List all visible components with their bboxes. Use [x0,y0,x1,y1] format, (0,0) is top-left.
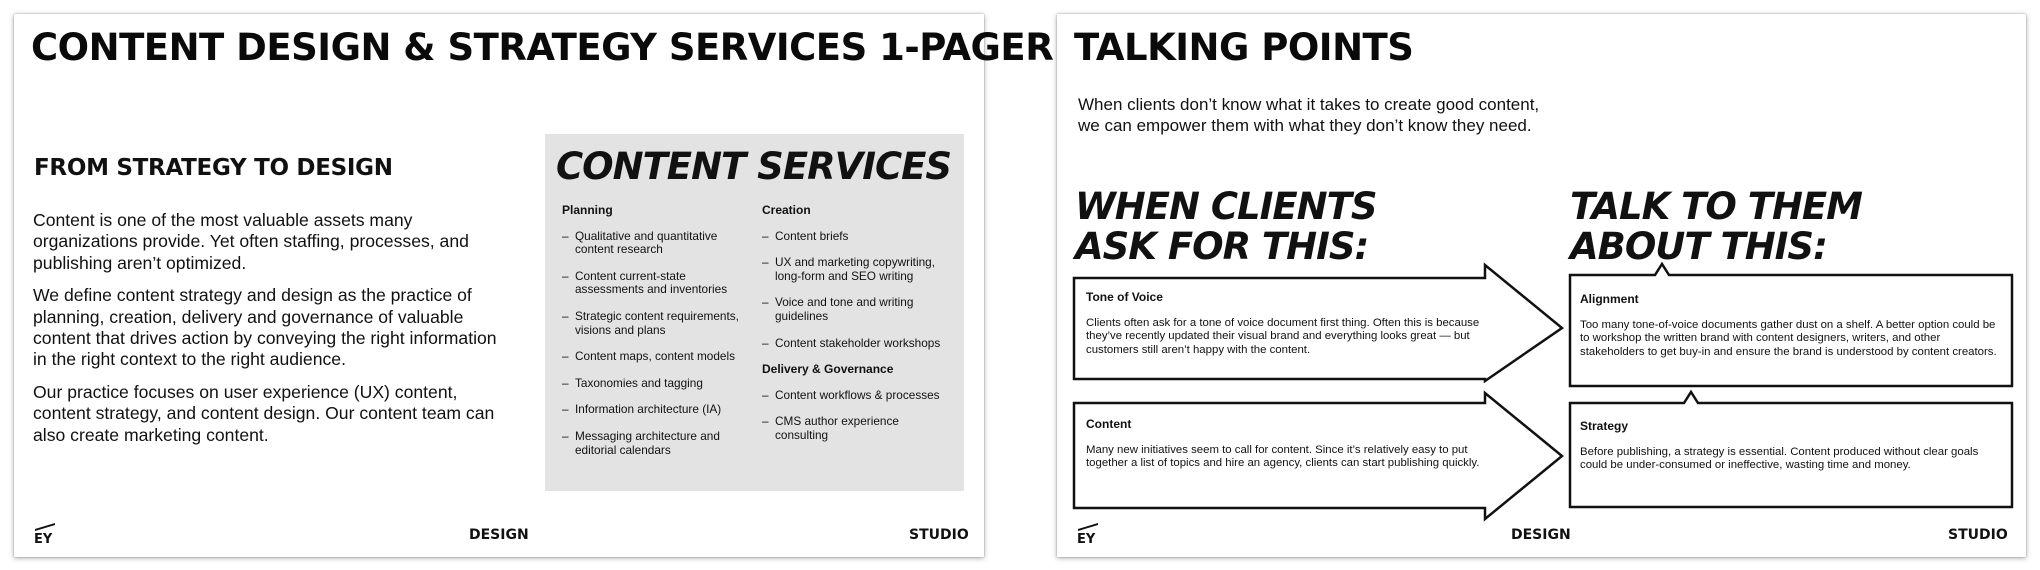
dash-icon: – [562,349,569,364]
footer-studio-label: STUDIO [909,527,969,543]
list-item: – UX and marketing copywriting, long-form and SEO writing [762,255,935,283]
list-item: – Qualitative and quantitative content research [562,228,718,257]
card-title: Content [1086,417,1132,431]
dash-icon: – [562,228,569,243]
list-item: – CMS author experience consulting [762,414,899,442]
footer-design-label: DESIGN [1511,527,1571,543]
creation-list [762,230,952,351]
card-text: Clients often ask for a tone of voice document first thing. Often this is because they’ve recently updated their visual brand and everything looks great — but customers still aren’t happy with the content. [1086,316,1480,356]
list-item: – Voice and tone and writing guidelines [762,295,914,323]
intro-line: we can empower them with what they don’t know they need. [1078,116,1532,135]
list-item: – Information architecture (IA) [562,402,722,417]
dash-icon: – [762,255,769,270]
slide-title: CONTENT DESIGN & STRATEGY SERVICES 1-PAGER [31,26,1054,69]
dash-icon: – [562,375,569,390]
card-title: Alignment [1580,292,1639,306]
callout-shapes [1057,14,2026,557]
list-item: – Messaging architecture and editorial calendars [562,428,720,457]
paragraph: We define content strategy and design as the practice of planning, creation, delivery and governance of valuable content that drives action by conveying the right information in the right context to the right audience. [33,285,497,370]
list-item: – Taxonomies and tagging [562,375,703,390]
list-item: – Content current-state assessments and inventories [562,268,728,297]
card-text: Too many tone-of-voice documents gather dust on a shelf. A better option could be to workshop the written brand with content designers, writers, and other stakeholders to get buy-in and ensure the brand is understood by content creators. [1580,318,1997,358]
paragraph: Our practice focuses on user experience (UX) content, content strategy, and content design. Our content team can also create marketing content. [33,381,495,445]
svg-text:EY: EY [1077,532,1096,544]
footer-design-label: DESIGN [469,527,529,543]
dash-icon: – [762,414,769,429]
planning-heading: Planning [562,203,613,217]
card-title: Tone of Voice [1086,290,1163,304]
dash-icon: – [762,295,769,310]
content-services-panel [545,134,964,491]
svg-text:EY: EY [34,532,53,544]
dash-icon: – [762,228,769,243]
card-title: Strategy [1580,419,1629,433]
planning-list [562,230,747,458]
creation-heading: Creation [762,203,811,217]
list-item: – Content briefs [762,228,849,243]
list-item: – Content maps, content models [562,349,736,364]
ey-logo [33,520,59,544]
dash-icon: – [562,402,569,417]
intro-line: When clients don’t know what it takes to create good content, [1078,95,1540,114]
creation-column [762,204,952,456]
ask-heading: WHEN CLIENTS ASK FOR THIS: [1075,185,1377,268]
list-item: – Content stakeholder workshops [762,335,941,350]
footer-studio-label: STUDIO [1948,527,2008,543]
dash-icon: – [562,308,569,323]
slide-title: TALKING POINTS [1074,26,1414,69]
ask-card-content [1086,418,1506,471]
ask-card-tone-of-voice [1086,291,1506,357]
list-item: – Content workflows & processes [762,387,940,402]
section-heading: FROM STRATEGY TO DESIGN [34,155,393,181]
dash-icon: – [762,387,769,402]
card-text: Many new initiatives seem to call for content. Since it’s relatively easy to put together a list of topics and hire an agency, clients can start publishing quickly. [1086,443,1480,470]
dash-icon: – [562,428,569,443]
answer-card-strategy [1580,420,2000,473]
list-item: – Strategic content requirements, visions and plans [562,308,739,337]
delivery-heading: Delivery & Governance [762,362,894,377]
body-text [33,210,503,457]
talk-heading: TALK TO THEM ABOUT THIS: [1570,185,1863,268]
paragraph: Content is one of the most valuable assets many organizations provide. Yet often staffing, processes, and publishing aren’t optimized. [33,210,469,273]
card-text: Before publishing, a strategy is essential. Content produced without clear goals could be under-consumed or ineffective, wasting time and money. [1580,445,1979,472]
dash-icon: – [762,335,769,350]
ey-logo [1076,520,1102,544]
planning-column [562,204,747,470]
answer-card-alignment [1580,293,2000,359]
delivery-list [762,389,952,443]
slide-talking-points [1057,14,2026,557]
services-title: CONTENT SERVICES [556,145,952,188]
dash-icon: – [562,268,569,283]
slide-content-services [14,14,1054,557]
